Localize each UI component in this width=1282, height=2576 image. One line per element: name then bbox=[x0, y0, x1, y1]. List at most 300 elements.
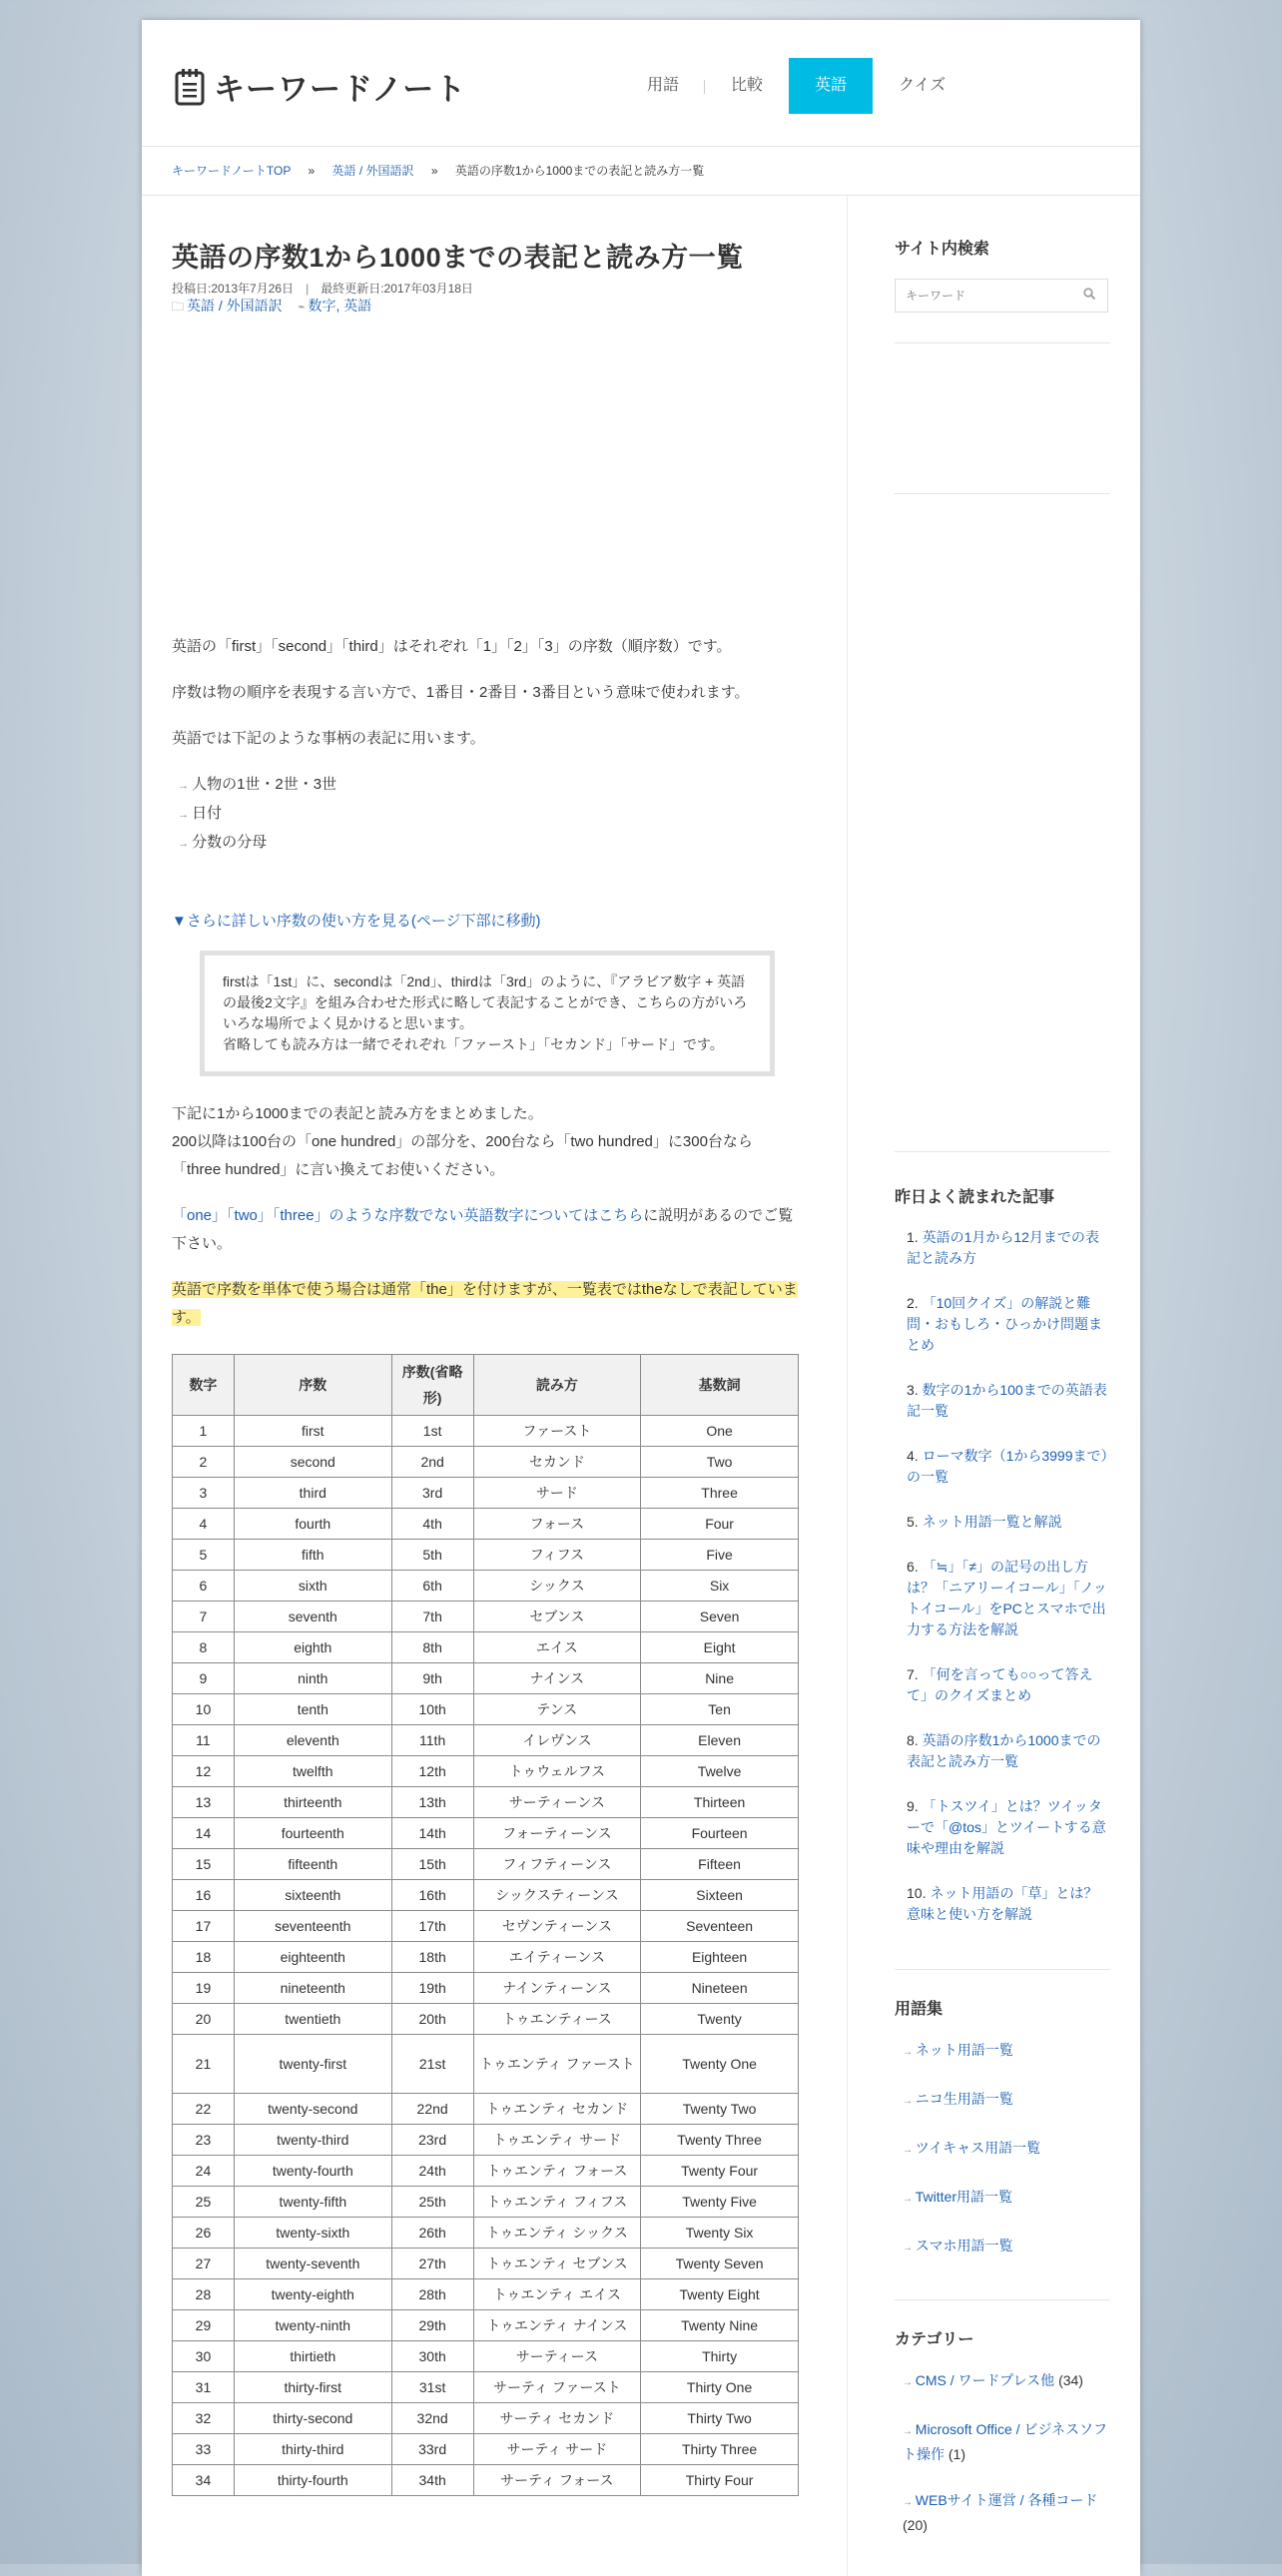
table-row bbox=[173, 2279, 799, 2310]
table-cell: eleventh bbox=[234, 1725, 391, 1756]
table-cell: seventh bbox=[234, 1602, 391, 1632]
table-cell: sixteenth bbox=[234, 1880, 391, 1911]
popular-item bbox=[907, 1557, 1110, 1640]
table-cell: Twelve bbox=[641, 1756, 799, 1787]
rank-number: 4. bbox=[907, 1448, 923, 1464]
table-cell: eighteenth bbox=[234, 1942, 391, 1973]
table-cell: サーティ サード bbox=[473, 2434, 641, 2465]
popular-item bbox=[907, 1227, 1110, 1269]
table-cell: セカンド bbox=[473, 1447, 641, 1478]
column-divider bbox=[847, 196, 848, 2576]
table-cell: 2 bbox=[173, 1447, 235, 1478]
table-cell: トゥエンティ サード bbox=[473, 2125, 641, 2156]
table-cell: Five bbox=[641, 1540, 799, 1571]
table-cell: twenty-fifth bbox=[234, 2187, 391, 2218]
post-meta: 投稿日:2013年7月26日 | 最終更新日:2017年03月18日 bbox=[172, 282, 473, 296]
rank-number: 3. bbox=[907, 1382, 923, 1398]
table-cell: thirtieth bbox=[234, 2341, 391, 2372]
sidebar bbox=[895, 236, 1110, 2560]
table-row bbox=[173, 1694, 799, 1725]
table-cell: 21 bbox=[173, 2035, 235, 2094]
table-cell: fifth bbox=[234, 1540, 391, 1571]
table-row bbox=[173, 2004, 799, 2035]
rank-number: 5. bbox=[907, 1514, 923, 1530]
table-cell: 24 bbox=[173, 2156, 235, 2187]
glossary-link[interactable]: スマホ用語一覧 bbox=[915, 2238, 1013, 2254]
table-cell: 30 bbox=[173, 2341, 235, 2372]
category-count: (1) bbox=[948, 2446, 966, 2462]
table-row bbox=[173, 1447, 799, 1478]
category-link[interactable]: CMS / ワードプレス他 bbox=[915, 2372, 1055, 2388]
table-cell: 11th bbox=[391, 1725, 473, 1756]
table-cell: セブンス bbox=[473, 1602, 641, 1632]
table-cell: Seventeen bbox=[641, 1911, 799, 1942]
table-row bbox=[173, 1818, 799, 1849]
intro-paragraph-2: 序数は物の順序を表現する言い方で、1番目・2番目・3番目という意味で使われます。 bbox=[172, 684, 750, 701]
table-cell: 23 bbox=[173, 2125, 235, 2156]
popular-item bbox=[907, 1380, 1110, 1422]
popular-link[interactable]: ネット用語一覧と解説 bbox=[922, 1514, 1062, 1530]
detail-link[interactable]: ▼さらに詳しい序数の使い方を見る(ページ下部に移動) bbox=[172, 913, 541, 930]
popular-link[interactable]: ローマ数字（1から3999まで）の一覧 bbox=[907, 1448, 1108, 1485]
table-cell: eighth bbox=[234, 1632, 391, 1663]
table-cell: fourth bbox=[234, 1509, 391, 1540]
table-cell: twenty-third bbox=[234, 2125, 391, 2156]
table-cell: 12 bbox=[173, 1756, 235, 1787]
table-cell: 21st bbox=[391, 2035, 473, 2094]
table-cell: Nine bbox=[641, 1663, 799, 1694]
cardinal-after-text: に説明があるのでご覧下さい。 bbox=[172, 1207, 794, 1252]
table-cell: thirty-fourth bbox=[234, 2465, 391, 2496]
table-cell: サーティ ファースト bbox=[473, 2372, 641, 2403]
table-cell: ninth bbox=[234, 1663, 391, 1694]
table-cell: third bbox=[234, 1478, 391, 1509]
table-cell: thirteenth bbox=[234, 1787, 391, 1818]
table-cell: 20th bbox=[391, 2004, 473, 2035]
table-cell: first bbox=[234, 1416, 391, 1447]
rank-number: 8. bbox=[907, 1732, 923, 1748]
table-cell: Three bbox=[641, 1478, 799, 1509]
popular-link[interactable]: 「何を言っても○○って答えて」のクイズまとめ bbox=[907, 1666, 1093, 1703]
table-cell: 12th bbox=[391, 1756, 473, 1787]
table-cell: twenty-eighth bbox=[234, 2279, 391, 2310]
table-cell: 4th bbox=[391, 1509, 473, 1540]
rank-number: 10. bbox=[907, 1885, 931, 1901]
table-cell: twentieth bbox=[234, 2004, 391, 2035]
site-name: キーワードノート bbox=[214, 72, 467, 107]
highlight-text: 英語で序数を単体で使う場合は通常「the」を付けますが、一覧表ではtheなしで表記しています。 bbox=[172, 1281, 798, 1326]
article bbox=[172, 236, 799, 2496]
table-row bbox=[173, 2465, 799, 2496]
cardinal-link[interactable]: 「one」「two」「three」のような序数でない英語数字についてはこちら bbox=[172, 1207, 644, 1224]
table-cell: 7 bbox=[173, 1602, 235, 1632]
popular-link[interactable]: ネット用語の「草」とは？意味と使い方を解説 bbox=[907, 1885, 1098, 1922]
table-cell: シックス bbox=[473, 1571, 641, 1602]
glossary-item bbox=[903, 2186, 1110, 2211]
breadcrumb-category[interactable]: 英語 / 外国語訳 bbox=[331, 164, 414, 178]
table-cell: 13th bbox=[391, 1787, 473, 1818]
table-cell: フィフス bbox=[473, 1540, 641, 1571]
table-cell: サーティ セカンド bbox=[473, 2403, 641, 2434]
table-cell: フィフティーンス bbox=[473, 1849, 641, 1880]
list-item: → 日付 bbox=[178, 800, 799, 829]
table-cell: イレヴンス bbox=[473, 1725, 641, 1756]
breadcrumb-separator: » bbox=[430, 164, 438, 178]
site-logo[interactable] bbox=[174, 64, 466, 109]
breadcrumb-current: 英語の序数1から1000までの表記と読み方一覧 bbox=[454, 164, 705, 178]
table-cell: Fourteen bbox=[641, 1818, 799, 1849]
table-row bbox=[173, 2403, 799, 2434]
table-cell: 2nd bbox=[391, 1447, 473, 1478]
glossary-item bbox=[903, 2235, 1110, 2259]
table-cell: Twenty bbox=[641, 2004, 799, 2035]
glossary-link[interactable]: ニコ生用語一覧 bbox=[915, 2091, 1013, 2107]
table-cell: 34th bbox=[391, 2465, 473, 2496]
category-item bbox=[903, 2418, 1110, 2465]
popular-item bbox=[907, 1730, 1110, 1772]
column-header: 序数(省略形) bbox=[391, 1355, 473, 1416]
cardinal-paragraph bbox=[172, 1202, 799, 1258]
table-cell: 18th bbox=[391, 1942, 473, 1973]
table-cell: Thirty Three bbox=[641, 2434, 799, 2465]
table-cell: 34 bbox=[173, 2465, 235, 2496]
breadcrumb-separator: » bbox=[308, 164, 316, 178]
highlight-paragraph bbox=[172, 1276, 799, 1332]
table-row bbox=[173, 1725, 799, 1756]
table-cell: thirty-third bbox=[234, 2434, 391, 2465]
table-cell: Twenty Eight bbox=[641, 2279, 799, 2310]
table-cell: 10th bbox=[391, 1694, 473, 1725]
table-cell: Twenty Four bbox=[641, 2156, 799, 2187]
table-cell: エイティーンス bbox=[473, 1942, 641, 1973]
popular-list bbox=[895, 1227, 1110, 1925]
table-cell: thirty-second bbox=[234, 2403, 391, 2434]
table-cell: 22nd bbox=[391, 2094, 473, 2125]
updated-date: 最終更新日:2017年03月18日 bbox=[320, 282, 473, 296]
rank-number: 6. bbox=[907, 1559, 923, 1575]
table-cell: 23rd bbox=[391, 2125, 473, 2156]
rank-number: 9. bbox=[907, 1798, 923, 1814]
table-row bbox=[173, 1478, 799, 1509]
table-cell: 25 bbox=[173, 2187, 235, 2218]
popular-item bbox=[907, 1883, 1110, 1925]
table-cell: 27 bbox=[173, 2249, 235, 2279]
category-title: カテゴリー bbox=[895, 2331, 974, 2348]
note-text-1: firstは「1st」に、secondは「2nd」、thirdは「3rd」のように、『アラビア数字 + 英語の最後2文字』を組み合わせた形式に略して表記することができ、こちらの方がいろいろな場所でよく見かけると思います。 bbox=[223, 973, 748, 1031]
table-cell: twenty-sixth bbox=[234, 2218, 391, 2249]
search-input[interactable] bbox=[904, 280, 1077, 312]
rank-number: 7. bbox=[907, 1666, 923, 1682]
table-cell: Eighteen bbox=[641, 1942, 799, 1973]
popular-item bbox=[907, 1293, 1110, 1356]
table-cell: Thirty bbox=[641, 2341, 799, 2372]
table-row bbox=[173, 1540, 799, 1571]
table-cell: second bbox=[234, 1447, 391, 1478]
table-cell: トゥエンティ フォース bbox=[473, 2156, 641, 2187]
note-text-2: 省略しても読み方は一緒でそれぞれ「ファースト」「セカンド」「サード」です。 bbox=[223, 1036, 724, 1052]
folder-icon: 🗀 bbox=[172, 300, 185, 314]
popular-link[interactable]: 「10回クイズ」の解説と難問・おもしろ・ひっかけ問題まとめ bbox=[907, 1295, 1102, 1353]
table-cell: 16 bbox=[173, 1880, 235, 1911]
notepad-icon bbox=[174, 68, 206, 106]
table-cell: サード bbox=[473, 1478, 641, 1509]
table-cell: twenty-second bbox=[234, 2094, 391, 2125]
glossary-item bbox=[903, 2088, 1110, 2113]
table-cell: 14 bbox=[173, 1818, 235, 1849]
rank-number: 1. bbox=[907, 1229, 923, 1245]
table-cell: 8 bbox=[173, 1632, 235, 1663]
rank-number: 2. bbox=[907, 1295, 923, 1311]
table-cell: サーティ フォース bbox=[473, 2465, 641, 2496]
popular-title: 昨日よく読まれた記事 bbox=[895, 1189, 1055, 1206]
table-row bbox=[173, 1942, 799, 1973]
table-row bbox=[173, 1973, 799, 2004]
popular-item bbox=[907, 1796, 1110, 1859]
table-cell: エイス bbox=[473, 1632, 641, 1663]
tag-links[interactable]: 数字, 英語 bbox=[308, 298, 372, 314]
table-cell: 19 bbox=[173, 1973, 235, 2004]
table-cell: 30th bbox=[391, 2341, 473, 2372]
table-cell: Ten bbox=[641, 1694, 799, 1725]
table-row bbox=[173, 1880, 799, 1911]
table-row bbox=[173, 2434, 799, 2465]
table-cell: twenty-ninth bbox=[234, 2310, 391, 2341]
column-header: 序数 bbox=[234, 1355, 391, 1416]
glossary-title: 用語集 bbox=[895, 2001, 944, 2018]
table-row bbox=[173, 1663, 799, 1694]
table-cell: 16th bbox=[391, 1880, 473, 1911]
table-cell: 9th bbox=[391, 1663, 473, 1694]
table-cell: 17th bbox=[391, 1911, 473, 1942]
table-cell: 26 bbox=[173, 2218, 235, 2249]
page-title: 英語の序数1から1000までの表記と読み方一覧 bbox=[172, 243, 744, 273]
glossary-item bbox=[903, 2137, 1110, 2162]
table-row bbox=[173, 2249, 799, 2279]
table-cell: 27th bbox=[391, 2249, 473, 2279]
category-link[interactable]: 英語 / 外国語訳 bbox=[187, 298, 283, 314]
table-cell: 32nd bbox=[391, 2403, 473, 2434]
table-cell: tenth bbox=[234, 1694, 391, 1725]
table-cell: twelfth bbox=[234, 1756, 391, 1787]
table-row bbox=[173, 1602, 799, 1632]
table-cell: サーティース bbox=[473, 2341, 641, 2372]
search-icon[interactable] bbox=[1083, 288, 1095, 300]
sidebar-ad-space bbox=[895, 343, 1110, 493]
table-cell: Seven bbox=[641, 1602, 799, 1632]
table-cell: nineteenth bbox=[234, 1973, 391, 2004]
nav-item-quiz[interactable]: クイズ bbox=[899, 77, 947, 94]
table-cell: Twenty Six bbox=[641, 2218, 799, 2249]
table-cell: トゥエンティ セブンス bbox=[473, 2249, 641, 2279]
table-cell: 29 bbox=[173, 2310, 235, 2341]
table-cell: シックスティーンス bbox=[473, 1880, 641, 1911]
table-cell: 31 bbox=[173, 2372, 235, 2403]
table-cell: 11 bbox=[173, 1725, 235, 1756]
table-cell: トゥウェルフス bbox=[473, 1756, 641, 1787]
table-cell: 1st bbox=[391, 1416, 473, 1447]
table-cell: トゥエンティ セカンド bbox=[473, 2094, 641, 2125]
divider bbox=[895, 2299, 1110, 2300]
table-cell: Thirty Four bbox=[641, 2465, 799, 2496]
table-cell: 32 bbox=[173, 2403, 235, 2434]
table-cell: フォース bbox=[473, 1509, 641, 1540]
table-cell: Twenty One bbox=[641, 2035, 799, 2094]
nav-item-compare[interactable]: 比較 bbox=[731, 77, 764, 94]
popular-link[interactable]: 英語の1月から12月までの表記と読み方 bbox=[907, 1229, 1099, 1266]
column-header: 数字 bbox=[173, 1355, 235, 1416]
table-cell: Thirteen bbox=[641, 1787, 799, 1818]
table-cell: 4 bbox=[173, 1509, 235, 1540]
category-count: (34) bbox=[1058, 2372, 1083, 2388]
search-box bbox=[895, 279, 1108, 313]
table-cell: 1 bbox=[173, 1416, 235, 1447]
table-cell: 28th bbox=[391, 2279, 473, 2310]
summary-paragraph bbox=[172, 1100, 799, 1184]
list-item: → 人物の1世・2世・3世 bbox=[178, 771, 799, 800]
summary-line-2: 200以降は100台の「one hundred」の部分を、200台なら「two hundred」に300台なら「three hundred」に言い換えてお使いください。 bbox=[172, 1133, 753, 1178]
table-cell: 6th bbox=[391, 1571, 473, 1602]
nav-item-terms[interactable]: 用語 bbox=[621, 58, 705, 114]
popular-link[interactable]: 英語の序数1から1000までの表記と読み方一覧 bbox=[907, 1732, 1101, 1769]
table-cell: twenty-seventh bbox=[234, 2249, 391, 2279]
popular-item bbox=[907, 1664, 1110, 1706]
table-cell: ナインティーンス bbox=[473, 1973, 641, 2004]
popular-link[interactable]: 数字の1から100までの英語表記一覧 bbox=[907, 1382, 1107, 1419]
table-row bbox=[173, 1509, 799, 1540]
table-cell: Nineteen bbox=[641, 1973, 799, 2004]
table-cell: 31st bbox=[391, 2372, 473, 2403]
table-row bbox=[173, 1571, 799, 1602]
post-taxonomy bbox=[172, 297, 799, 316]
table-cell: Twenty Five bbox=[641, 2187, 799, 2218]
table-cell: 10 bbox=[173, 1694, 235, 1725]
sidebar-ad-space bbox=[895, 494, 1110, 1151]
category-item bbox=[903, 2489, 1110, 2536]
site-header bbox=[142, 20, 1140, 147]
table-cell: fourteenth bbox=[234, 1818, 391, 1849]
table-row bbox=[173, 1632, 799, 1663]
table-cell: テンス bbox=[473, 1694, 641, 1725]
table-cell: 18 bbox=[173, 1942, 235, 1973]
table-row bbox=[173, 2187, 799, 2218]
table-row bbox=[173, 1416, 799, 1447]
table-cell: セヴンティーンス bbox=[473, 1911, 641, 1942]
table-cell: 25th bbox=[391, 2187, 473, 2218]
table-cell: 15 bbox=[173, 1849, 235, 1880]
table-cell: 33rd bbox=[391, 2434, 473, 2465]
divider bbox=[895, 1969, 1110, 1970]
table-row bbox=[173, 1787, 799, 1818]
table-cell: 20 bbox=[173, 2004, 235, 2035]
table-row bbox=[173, 1911, 799, 1942]
breadcrumb bbox=[142, 147, 1140, 196]
table-cell: Twenty Two bbox=[641, 2094, 799, 2125]
table-cell: 19th bbox=[391, 1973, 473, 2004]
glossary-link[interactable]: ネット用語一覧 bbox=[915, 2042, 1013, 2058]
glossary-link[interactable]: ツイキャス用語一覧 bbox=[915, 2140, 1041, 2156]
table-row bbox=[173, 2372, 799, 2403]
search-title: サイト内検索 bbox=[895, 241, 989, 258]
table-cell: ナインス bbox=[473, 1663, 641, 1694]
usage-list bbox=[172, 771, 799, 858]
column-header: 基数詞 bbox=[641, 1355, 799, 1416]
ordinal-table bbox=[172, 1354, 799, 2496]
category-link[interactable]: Microsoft Office / ビジネスソフト操作 bbox=[903, 2421, 1108, 2462]
table-cell: Four bbox=[641, 1509, 799, 1540]
table-cell: 6 bbox=[173, 1571, 235, 1602]
table-cell: 29th bbox=[391, 2310, 473, 2341]
table-cell: Twenty Seven bbox=[641, 2249, 799, 2279]
page bbox=[142, 20, 1140, 2576]
table-header-row bbox=[173, 1355, 799, 1416]
table-cell: Fifteen bbox=[641, 1849, 799, 1880]
table-cell: フォーティーンス bbox=[473, 1818, 641, 1849]
table-cell: Six bbox=[641, 1571, 799, 1602]
table-cell: twenty-first bbox=[234, 2035, 391, 2094]
posted-date: 投稿日:2013年7月26日 bbox=[172, 282, 295, 296]
table-cell: サーティーンス bbox=[473, 1787, 641, 1818]
popular-link[interactable]: 「トスツイ」とは？ツイッターで「@tos」とツイートする意味や理由を解説 bbox=[907, 1798, 1106, 1856]
table-row bbox=[173, 2156, 799, 2187]
table-row bbox=[173, 1849, 799, 1880]
table-row bbox=[173, 2218, 799, 2249]
table-row bbox=[173, 2094, 799, 2125]
table-cell: 22 bbox=[173, 2094, 235, 2125]
category-link[interactable]: WEBサイト運営 / 各種コード bbox=[915, 2492, 1098, 2508]
table-cell: twenty-fourth bbox=[234, 2156, 391, 2187]
table-cell: 9 bbox=[173, 1663, 235, 1694]
ad-space bbox=[172, 316, 799, 633]
table-cell: 33 bbox=[173, 2434, 235, 2465]
table-cell: トゥエンティース bbox=[473, 2004, 641, 2035]
table-cell: sixth bbox=[234, 1571, 391, 1602]
divider bbox=[895, 1151, 1110, 1152]
breadcrumb-home[interactable]: キーワードノートTOP bbox=[172, 164, 292, 178]
table-row bbox=[173, 2035, 799, 2094]
table-cell: 3rd bbox=[391, 1478, 473, 1509]
table-cell: 17 bbox=[173, 1911, 235, 1942]
intro-paragraph-1: 英語の「first」「second」「third」はそれぞれ「1」「2」「3」の序数（順序数）です。 bbox=[172, 638, 732, 655]
table-cell: 8th bbox=[391, 1632, 473, 1663]
category-item bbox=[903, 2369, 1110, 2394]
table-cell: 3 bbox=[173, 1478, 235, 1509]
glossary-list bbox=[895, 2039, 1110, 2259]
table-cell: Sixteen bbox=[641, 1880, 799, 1911]
popular-link[interactable]: 「≒」「≠」の記号の出し方は？「ニアリーイコール」「ノットイコール」をPCとスマホで出力する方法を解説 bbox=[907, 1559, 1107, 1637]
table-cell: Eleven bbox=[641, 1725, 799, 1756]
popular-item bbox=[907, 1512, 1110, 1533]
nav-item-english[interactable]: 英語 bbox=[789, 58, 873, 114]
column-header: 読み方 bbox=[473, 1355, 641, 1416]
table-cell: 7th bbox=[391, 1602, 473, 1632]
table-cell: Twenty Three bbox=[641, 2125, 799, 2156]
category-count: (20) bbox=[903, 2517, 928, 2533]
summary-line-1: 下記に1から1000までの表記と読み方をまとめました。 bbox=[172, 1105, 543, 1122]
table-cell: Eight bbox=[641, 1632, 799, 1663]
table-cell: 5 bbox=[173, 1540, 235, 1571]
intro-paragraph-3: 英語では下記のような事柄の表記に用います。 bbox=[172, 730, 485, 747]
glossary-link[interactable]: Twitter用語一覧 bbox=[915, 2189, 1013, 2205]
table-cell: 14th bbox=[391, 1818, 473, 1849]
table-cell: トゥエンティ フィフス bbox=[473, 2187, 641, 2218]
table-row bbox=[173, 2125, 799, 2156]
table-cell: Thirty One bbox=[641, 2372, 799, 2403]
table-cell: thirty-first bbox=[234, 2372, 391, 2403]
table-cell: トゥエンティ シックス bbox=[473, 2218, 641, 2249]
table-cell: 13 bbox=[173, 1787, 235, 1818]
list-item: → 分数の分母 bbox=[178, 829, 799, 858]
table-cell: 26th bbox=[391, 2218, 473, 2249]
